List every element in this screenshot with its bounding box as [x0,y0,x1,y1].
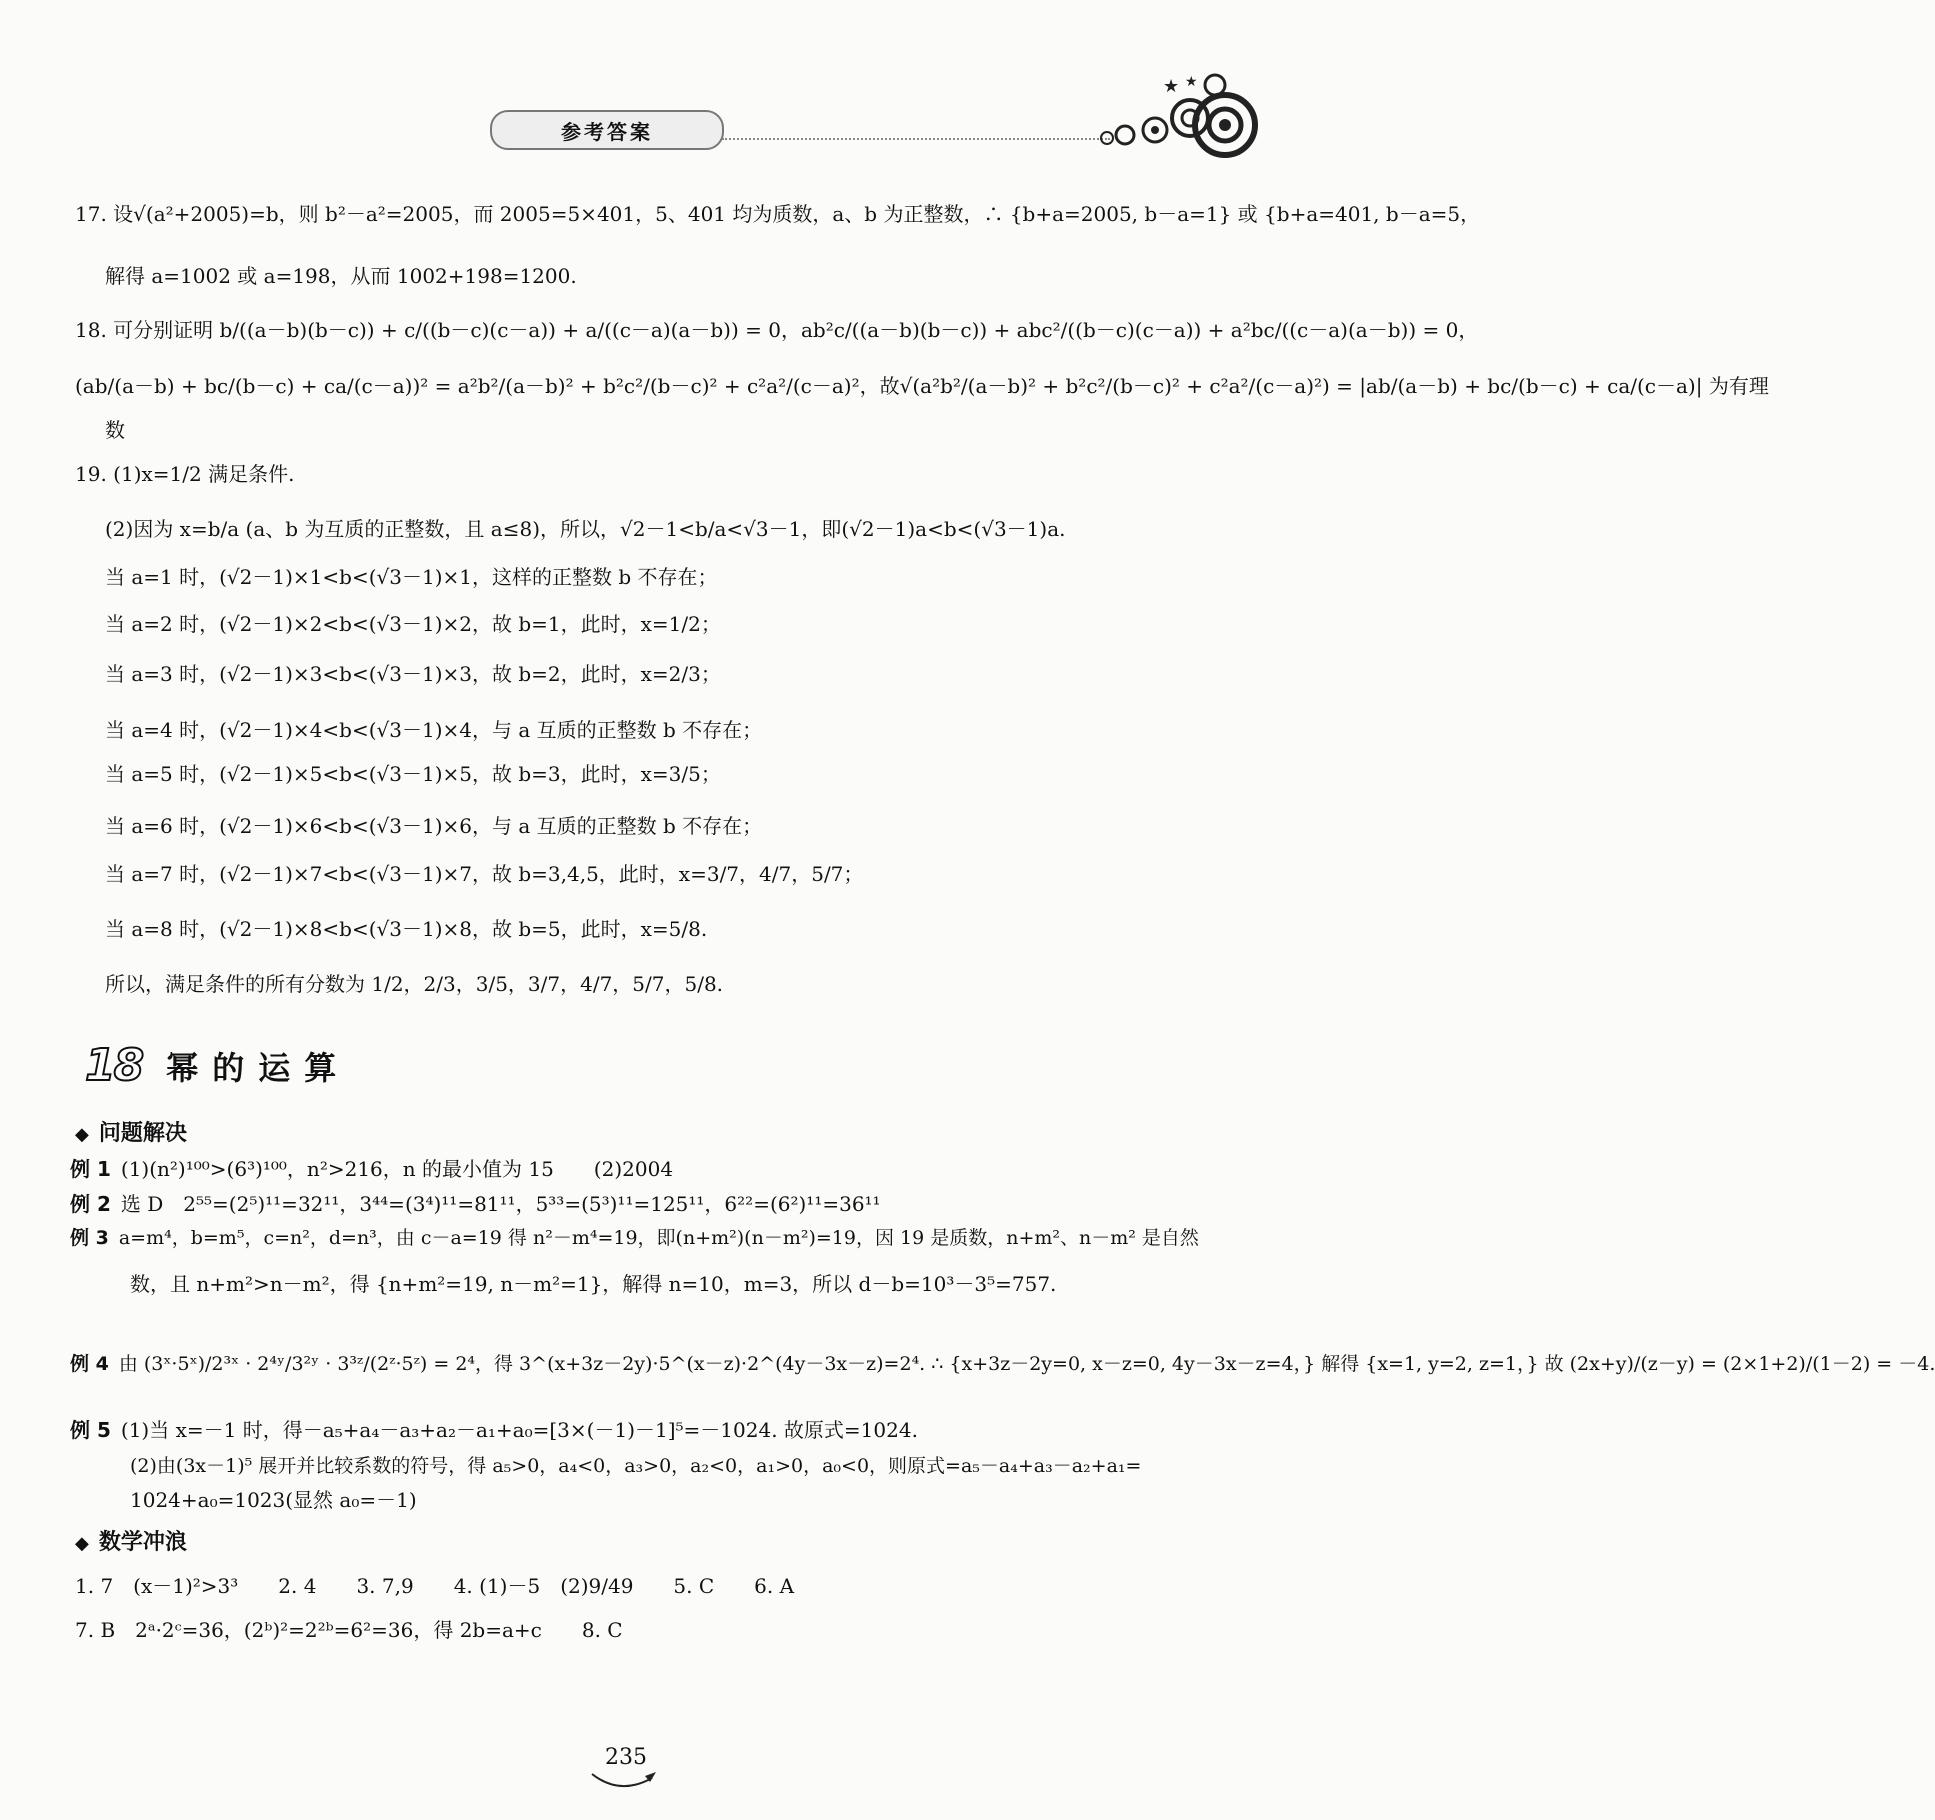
section-title: 幂的运算 [166,1048,351,1087]
example-label: 例 4 [70,1353,109,1375]
subheading-math-surf [75,1525,187,1556]
example-5-line-2 [130,1452,1141,1480]
example-text: (1)(n²)¹⁰⁰>(6³)¹⁰⁰，n²>216，n 的最小值为 15 (2)2004 [120,1157,674,1181]
example-text: 选 D 2⁵⁵=(2⁵)¹¹=32¹¹，3⁴⁴=(3⁴)¹¹=81¹¹，5³³=(5³)¹¹=125¹¹，6²²=(6²)¹¹=36¹¹ [120,1192,881,1216]
surf-line-1: 1. 7 (x－1)²>3³ 2. 4 3. 7,9 4. (1)－5 (2)9/49 5. C 6. A [75,1574,795,1598]
example-text: 数，且 n+m²>n－m²，得 {n+m²=19, n－m²=1}，解得 n=10，m=3，所以 d－b=10³－3⁵=757. [130,1272,1057,1296]
answer-19-case-5: 当 a=5 时，(√2－1)×5<b<(√3－1)×5，故 b=3，此时，x=3/5； [105,762,721,786]
example-3-line-2 [130,1270,1056,1298]
svg-text:★: ★ [1163,76,1180,97]
example-text: 1024+a₀=1023(显然 a₀=－1) [130,1488,417,1512]
example-text: a=m⁴，b=m⁵，c=n²，d=n³，由 c－a=19 得 n²－m⁴=19，即(n+m²)(n－m²)=19，因 19 是质数，n+m²、n－m² 是自然 [118,1227,1199,1249]
example-5-line-3 [130,1486,417,1514]
subheading-label: 数学冲浪 [98,1530,187,1555]
svg-text:★: ★ [1185,74,1198,90]
answer-19-line-1: 19. (1)x=1/2 满足条件. [75,462,295,486]
answer-19-line-2: (2)因为 x=b/a (a、b 为互质的正整数，且 a≤8)，所以，√2－1<b/a<√3－1，即(√2－1)a<b<(√3－1)a. [105,517,1066,541]
example-text: 由 (3ˣ·5ˣ)/2³ˣ · 2⁴ʸ/3²ʸ · 3³ᶻ/(2ᶻ·5ᶻ) = 2⁴，得 3^(x+3z－2y)·5^(x－z)·2^(4y－3x－z)=2⁴. ∴ {x+3z－2y=0, x－z=0, 4y－3x－z=4，} 解得 {x=1, y=2, z=1，} 故 (2x+y)/(z－y) = (2×1+2)/(1－2) = －4. [118,1353,1935,1375]
page-number: 235 [605,1745,647,1770]
header-title: 参考答案 [561,119,653,144]
example-label: 例 2 [70,1192,111,1216]
section-number: 18 [85,1040,143,1091]
answer-19-case-6: 当 a=6 时，(√2－1)×6<b<(√3－1)×6，与 a 互质的正整数 b 不存在； [105,814,763,838]
example-1 [70,1155,673,1183]
example-4 [70,1350,1935,1378]
answer-19-conclusion: 所以，满足条件的所有分数为 1/2，2/3，3/5，3/7，4/7，5/7，5/8. [105,972,724,996]
example-text: (2)由(3x－1)⁵ 展开并比较系数的符号，得 a₅>0，a₄<0，a₃>0，a₂<0，a₁>0，a₀<0，则原式=a₅－a₄+a₃－a₂+a₁= [130,1455,1142,1477]
subheading-problem-solving [75,1116,187,1147]
answer-19-case-2: 当 a=2 时，(√2－1)×2<b<(√3－1)×2，故 b=1，此时，x=1/2； [105,612,721,636]
example-3-line-1 [70,1224,1199,1252]
example-text: (1)当 x=－1 时，得－a₅+a₄－a₃+a₂－a₁+a₀=[3×(－1)－1]⁵=－1024. 故原式=1024. [120,1418,918,1442]
answer-19-case-8: 当 a=8 时，(√2－1)×8<b<(√3－1)×8，故 b=5，此时，x=5/8. [105,917,708,941]
page-swoosh-icon [590,1770,660,1794]
subheading-label: 问题解决 [98,1121,187,1146]
example-5-line-1 [70,1416,918,1444]
answer-19-case-3: 当 a=3 时，(√2－1)×3<b<(√3－1)×3，故 b=2，此时，x=2/3； [105,662,721,686]
answer-18-line-1: 18. 可分别证明 b/((a－b)(b－c)) + c/((b－c)(c－a)) + a/((c－a)(a－b)) = 0，ab²c/((a－b)(b－c)) + abc²/((b－c)(c－a)) + a²bc/((c－a)(a－b)) = 0， [75,318,1479,342]
answer-18-line-3: 数 [105,418,125,442]
answer-17-line-2: 解得 a=1002 或 a=198，从而 1002+198=1200. [105,264,577,288]
answer-19-case-1: 当 a=1 时，(√2－1)×1<b<(√3－1)×1，这样的正整数 b 不存在； [105,565,718,589]
example-label: 例 5 [70,1418,111,1442]
answer-19-case-4: 当 a=4 时，(√2－1)×4<b<(√3－1)×4，与 a 互质的正整数 b 不存在； [105,718,763,742]
answer-18-line-2: (ab/(a－b) + bc/(b－c) + ca/(c－a))² = a²b²/(a－b)² + b²c²/(b－c)² + c²a²/(c－a)²，故√(a²b²/(a－b)² + b²c²/(b－c)² + c²a²/(c－a)²) = |ab/(a－b) + bc/(b－c) + ca/(c－a)| 为有理 [75,374,1769,398]
section-heading [85,1040,350,1091]
header-badge [490,110,724,150]
answer-19-case-7: 当 a=7 时，(√2－1)×7<b<(√3－1)×7，故 b=3,4,5，此时，x=3/7，4/7，5/7； [105,862,864,886]
answer-17-line-1: 17. 设√(a²+2005)=b，则 b²－a²=2005，而 2005=5×401，5、401 均为质数，a、b 为正整数，∴ {b+a=2005, b－a=1} 或 {b+a=401, b－a=5， [75,202,1481,226]
example-label: 例 1 [70,1157,111,1181]
diamond-icon: ◆ [75,1533,89,1554]
example-label: 例 3 [70,1227,109,1249]
header-dotted-line [722,138,1110,140]
decorative-circles-icon [1095,70,1265,170]
surf-line-2: 7. B 2ᵃ·2ᶜ=36，(2ᵇ)²=2²ᵇ=6²=36，得 2b=a+c 8. C [75,1618,623,1642]
example-2 [70,1190,881,1218]
diamond-icon: ◆ [75,1124,89,1145]
